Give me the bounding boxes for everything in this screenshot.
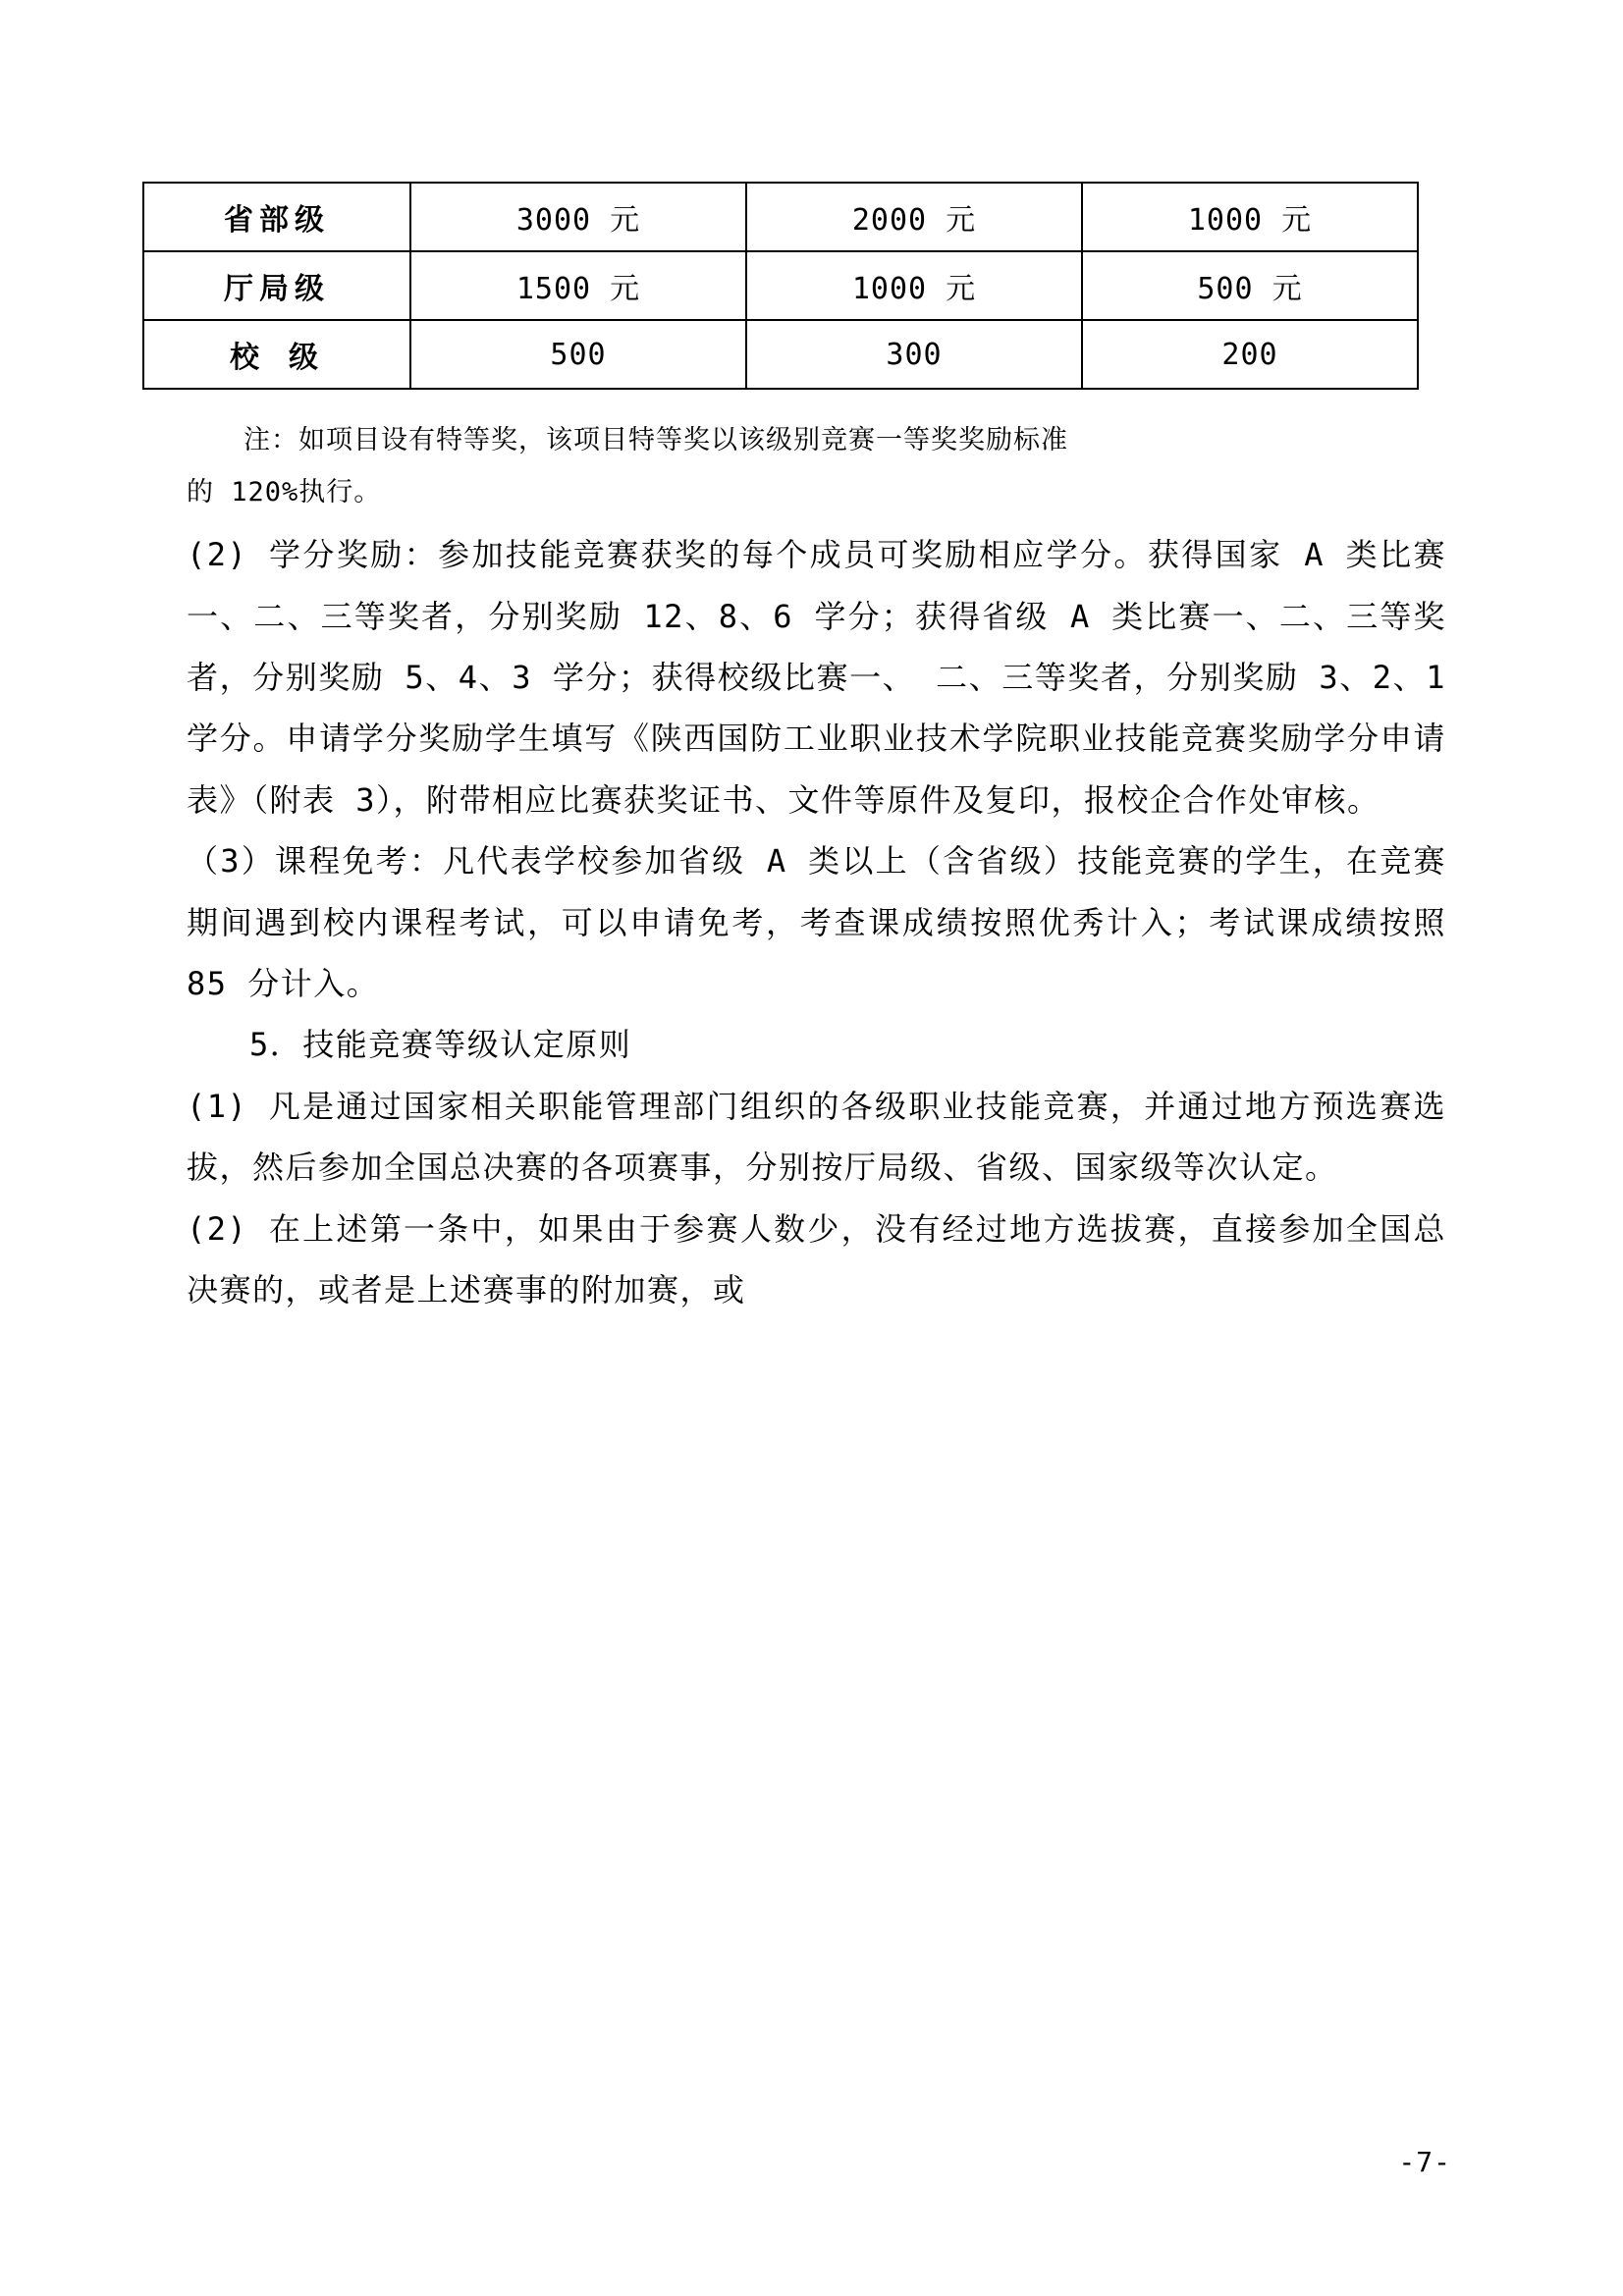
- heading-competition-level-principles: 5．技能竞赛等级认定原则: [249, 1026, 632, 1064]
- table-note-line-1: 注：如项目设有特等奖，该项目特等奖以该级别竞赛一等奖奖励标准: [243, 425, 1068, 455]
- row-second-prize: 300: [746, 320, 1082, 389]
- row-first-prize: 3000 元: [410, 183, 746, 251]
- table-row: [143, 183, 1418, 251]
- paragraph-rule-2: (2) 在上述第一条中，如果由于参赛人数少，没有经过地方选拔赛，直接参加全国总决赛的，或者是上述赛事的附加赛，或: [187, 1209, 1446, 1308]
- table-note-line-2: 的 120%执行。: [187, 476, 382, 507]
- row-level-label: 厅局级: [143, 251, 410, 320]
- row-level-label: 校 级: [143, 320, 410, 389]
- page-number: -7-: [1398, 2146, 1451, 2178]
- table-note: [187, 415, 1446, 518]
- row-level-label: 省部级: [143, 183, 410, 251]
- row-third-prize: 200: [1082, 320, 1418, 389]
- table-row: [143, 251, 1418, 320]
- row-third-prize: 1000 元: [1082, 183, 1418, 251]
- reward-standard-table: [142, 182, 1419, 390]
- row-first-prize: 500: [410, 320, 746, 389]
- table-body: [143, 183, 1418, 389]
- paragraph-credit-reward: (2) 学分奖励：参加技能竞赛获奖的每个成员可奖励相应学分。获得国家 A 类比赛 一、二、三等奖者，分别奖励 12、8、6 学分；获得省级 A 类比赛一、二、三等奖者，分别奖励 5、4、3 学分；获得校级比赛一、 二、三等奖者，分别奖励 3、2、1 学分。申请学分奖励学生填写《陕西国防工业职业技术学院职业技能竞赛奖励学分申请表》（附表 3），附带相应比赛获奖证书、文件等原件及复印，报校企合作处审核。: [187, 536, 1446, 819]
- row-second-prize: 2000 元: [746, 183, 1082, 251]
- paragraph-course-exemption: （3）课程免考：凡代表学校参加省级 A 类以上（含省级）技能竞赛的学生，在竞赛期间遇到校内课程考试，可以申请免考，考查课成绩按照优秀计入；考试课成绩按照 85 分计入。: [187, 842, 1446, 1003]
- row-first-prize: 1500 元: [410, 251, 746, 320]
- row-third-prize: 500 元: [1082, 251, 1418, 320]
- paragraph-rule-1: (1) 凡是通过国家相关职能管理部门组织的各级职业技能竞赛，并通过地方预选赛选拔，然后参加全国总决赛的各项赛事，分别按厅局级、省级、国家级等次认定。: [187, 1087, 1446, 1187]
- table-row: [143, 320, 1418, 389]
- row-second-prize: 1000 元: [746, 251, 1082, 320]
